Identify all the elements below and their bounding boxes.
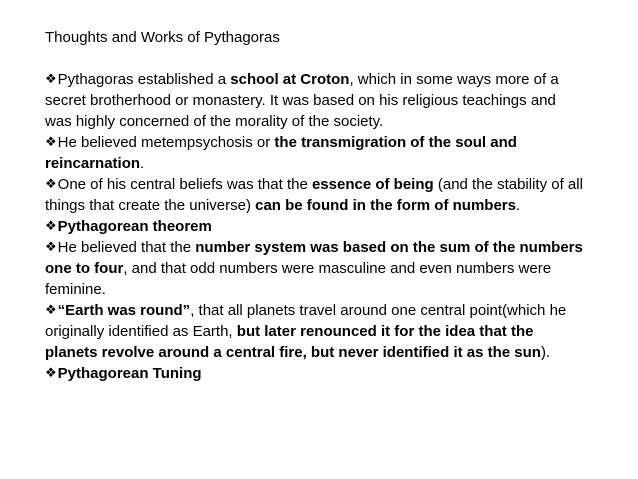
diamond-bullet-icon: ❖: [45, 218, 57, 233]
bullet-essence-of-being: ❖One of his central beliefs was that the essence of being (and the stability of all things that create the universe) can be found in the form of numbers.: [45, 176, 583, 214]
slide-content: [45, 27, 585, 384]
bullet-pythagorean-theorem: ❖Pythagorean theorem: [45, 218, 212, 235]
bullet-school-at-croton: ❖Pythagoras established a school at Croton, which in some ways more of a secret brotherhood or monastery. It was based on his religious teachings and was highly concerned of the morality of the society.: [45, 71, 559, 130]
slide-title: Thoughts and Works of Pythagoras: [45, 29, 280, 46]
diamond-bullet-icon: ❖: [45, 239, 57, 254]
diamond-bullet-icon: ❖: [45, 71, 57, 86]
bullet-pythagorean-tuning: ❖Pythagorean Tuning: [45, 365, 202, 382]
bullet-earth-was-round: ❖“Earth was round”, that all planets travel around one central point(which he originally identified as Earth, but later renounced it for the idea that the planets revolve around a central fire, but never identified it as the sun).: [45, 302, 567, 361]
diamond-bullet-icon: ❖: [45, 176, 57, 191]
bullet-metempsychosis: ❖He believed metempsychosis or the transmigration of the soul and reincarnation.: [45, 134, 517, 172]
diamond-bullet-icon: ❖: [45, 365, 57, 380]
diamond-bullet-icon: ❖: [45, 134, 57, 149]
bullet-number-system: ❖He believed that the number system was based on the sum of the numbers one to four, and that odd numbers were masculine and even numbers were feminine.: [45, 239, 583, 298]
diamond-bullet-icon: ❖: [45, 302, 57, 317]
